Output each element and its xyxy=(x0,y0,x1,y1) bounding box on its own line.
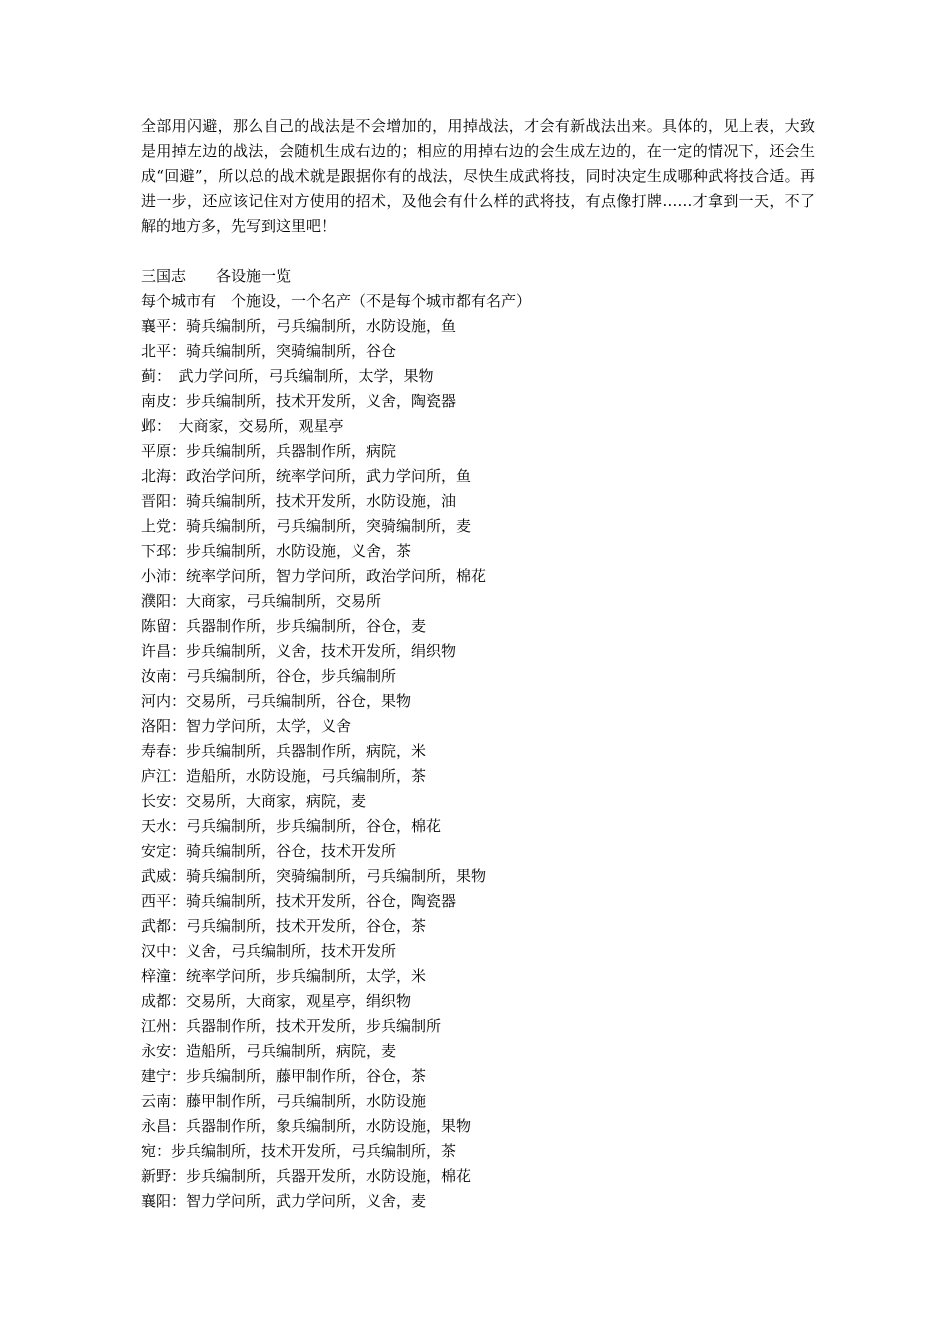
city-line: 许昌：步兵编制所，义舍，技术开发所，绢织物 xyxy=(141,642,457,660)
city-line: 安定：骑兵编制所，谷仓，技术开发所 xyxy=(141,842,397,860)
city-line: 北平：骑兵编制所，突骑编制所，谷仓 xyxy=(141,342,397,360)
city-line: 寿春：步兵编制所，兵器制作所，病院，米 xyxy=(141,742,427,760)
city-facility-list xyxy=(141,314,815,1214)
city-line: 汝南：弓兵编制所，谷仓，步兵编制所 xyxy=(141,667,397,685)
city-line: 蓟： 武力学问所，弓兵编制所，太学，果物 xyxy=(141,367,434,385)
city-line: 平原：步兵编制所，兵器制作所，病院 xyxy=(141,442,397,460)
city-line: 长安：交易所，大商家，病院，麦 xyxy=(141,792,367,810)
facilities-section xyxy=(141,264,815,1214)
section-subtitle: 每个城市有 个施设，一个名产（不是每个城市都有名产） xyxy=(141,292,532,310)
city-line: 襄平：骑兵编制所，弓兵编制所，水防设施，鱼 xyxy=(141,317,457,335)
city-line: 濮阳：大商家，弓兵编制所，交易所 xyxy=(141,592,382,610)
city-line: 新野：步兵编制所，兵器开发所，水防设施，棉花 xyxy=(141,1167,472,1185)
city-line: 永昌：兵器制作所，象兵编制所，水防设施，果物 xyxy=(141,1117,472,1135)
city-line: 永安：造船所，弓兵编制所，病院，麦 xyxy=(141,1042,397,1060)
city-line: 晋阳：骑兵编制所，技术开发所，水防设施，油 xyxy=(141,492,457,510)
city-line: 武威：骑兵编制所，突骑编制所，弓兵编制所，果物 xyxy=(141,867,487,885)
city-line: 邺： 大商家，交易所，观星亭 xyxy=(141,417,344,435)
section-title: 三国志 各设施一览 xyxy=(141,267,292,285)
city-line: 南皮：步兵编制所，技术开发所，义舍，陶瓷器 xyxy=(141,392,457,410)
city-line: 汉中：义舍，弓兵编制所，技术开发所 xyxy=(141,942,397,960)
city-line: 小沛：统率学问所，智力学问所，政治学问所，棉花 xyxy=(141,567,487,585)
city-line: 梓潼：统率学问所，步兵编制所，太学，米 xyxy=(141,967,427,985)
city-line: 天水：弓兵编制所，步兵编制所，谷仓，棉花 xyxy=(141,817,442,835)
city-line: 西平：骑兵编制所，技术开发所，谷仓，陶瓷器 xyxy=(141,892,457,910)
city-line: 庐江：造船所，水防设施，弓兵编制所，茶 xyxy=(141,767,427,785)
city-line: 下邳：步兵编制所，水防设施，义舍，茶 xyxy=(141,542,412,560)
city-line: 建宁：步兵编制所，藤甲制作所，谷仓，茶 xyxy=(141,1067,427,1085)
city-line: 河内：交易所，弓兵编制所，谷仓，果物 xyxy=(141,692,412,710)
city-line: 洛阳：智力学问所，太学，义舍 xyxy=(141,717,352,735)
city-line: 上党：骑兵编制所，弓兵编制所，突骑编制所，麦 xyxy=(141,517,472,535)
document-page xyxy=(141,114,815,1214)
city-line: 襄阳：智力学问所，武力学问所，义舍，麦 xyxy=(141,1192,427,1210)
intro-paragraph: 全部用闪避，那么自己的战法是不会增加的，用掉战法，才会有新战法出来。具体的，见上表，大致是用掉左边的战法，会随机生成右边的；相应的用掉右边的会生成左边的，在一定的情况下，还会生成“回避”，所以总的战术就是跟据你有的战法，尽快生成武将技，同时决定生成哪种武将技合适。再进一步，还应该记住对方使用的招术，及他会有什么样的武将技，有点像打牌……才拿到一天，不了解的地方多，先写到这里吧！ xyxy=(141,117,815,235)
city-line: 武都：弓兵编制所，技术开发所，谷仓，茶 xyxy=(141,917,427,935)
city-line: 北海：政治学问所，统率学问所，武力学问所，鱼 xyxy=(141,467,472,485)
city-line: 陈留：兵器制作所，步兵编制所，谷仓，麦 xyxy=(141,617,427,635)
city-line: 宛：步兵编制所，技术开发所，弓兵编制所，茶 xyxy=(141,1142,457,1160)
city-line: 云南：藤甲制作所，弓兵编制所，水防设施 xyxy=(141,1092,427,1110)
city-line: 成都：交易所，大商家，观星亭，绢织物 xyxy=(141,992,412,1010)
city-line: 江州：兵器制作所，技术开发所，步兵编制所 xyxy=(141,1017,442,1035)
